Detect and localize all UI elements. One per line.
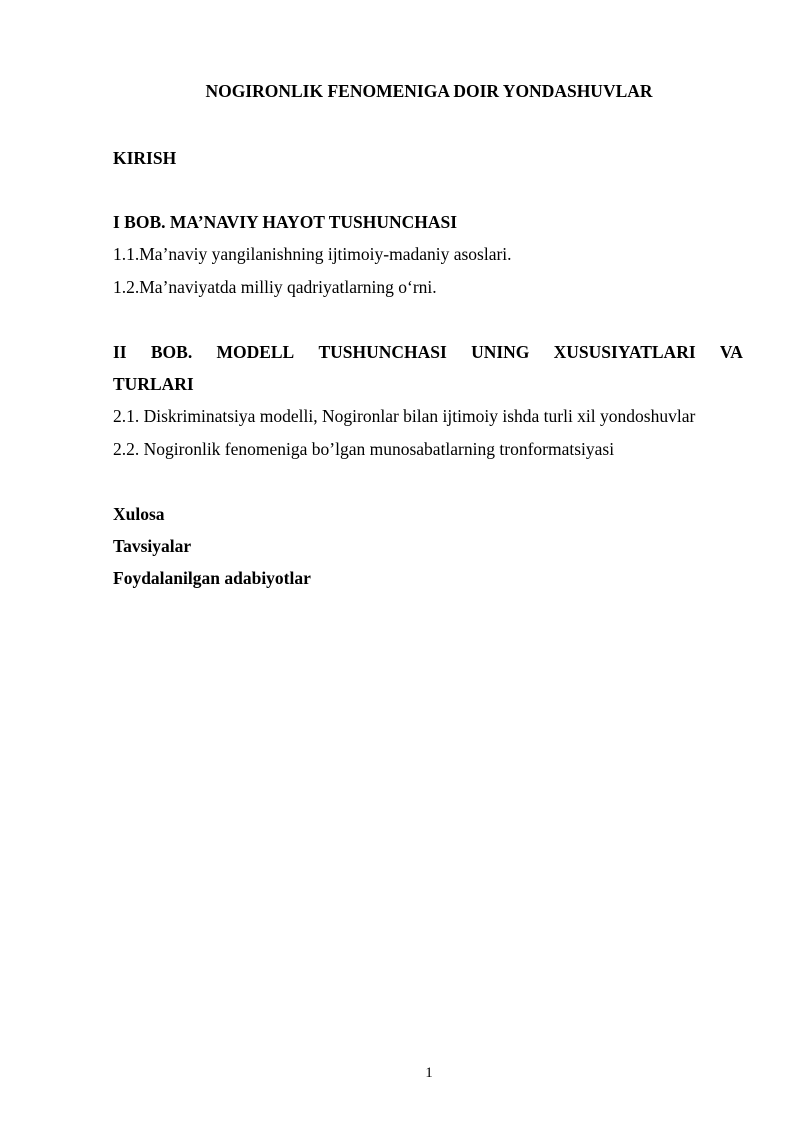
chapter2-heading-word: XUSUSIYATLARI (553, 342, 696, 362)
toc-references: Foydalanilgan adabiyotlar (113, 568, 311, 588)
chapter2-heading-line1 (113, 341, 743, 363)
chapter2-heading-word: II (113, 342, 127, 362)
toc-recommendations: Tavsiyalar (113, 536, 192, 556)
chapter2-heading-word: MODELL (216, 342, 295, 362)
toc-conclusion: Xulosa (113, 504, 165, 524)
chapter2-heading-word: VA (719, 342, 743, 362)
document-title: NOGIRONLIK FENOMENIGA DOIR YONDASHUVLAR (205, 81, 653, 101)
toc-intro: KIRISH (113, 148, 177, 168)
chapter2-heading-word: BOB. (150, 342, 193, 362)
chapter2-item-2: 2.2. Nogironlik fenomeniga bo’lgan munosabatlarning tronformatsiyasi (113, 439, 615, 459)
chapter1-item-2: 1.2.Ma’naviyatda milliy qadriyatlarning o‘rni. (113, 277, 437, 297)
chapter1-item-1: 1.1.Ma’naviy yangilanishning ijtimoiy-madaniy asoslari. (113, 244, 512, 264)
chapter2-heading-line2: TURLARI (113, 374, 194, 394)
chapter2-item-1: 2.1. Diskriminatsiya modelli, Nogironlar bilan ijtimoiy ishda turli xil yondoshuvlar (113, 406, 696, 426)
chapter2-heading-word: TUSHUNCHASI (318, 342, 447, 362)
chapter1-heading: I BOB. MA’NAVIY HAYOT TUSHUNCHASI (113, 212, 458, 232)
page-number: 1 (425, 1065, 433, 1081)
chapter2-heading-word: UNING (471, 342, 530, 362)
